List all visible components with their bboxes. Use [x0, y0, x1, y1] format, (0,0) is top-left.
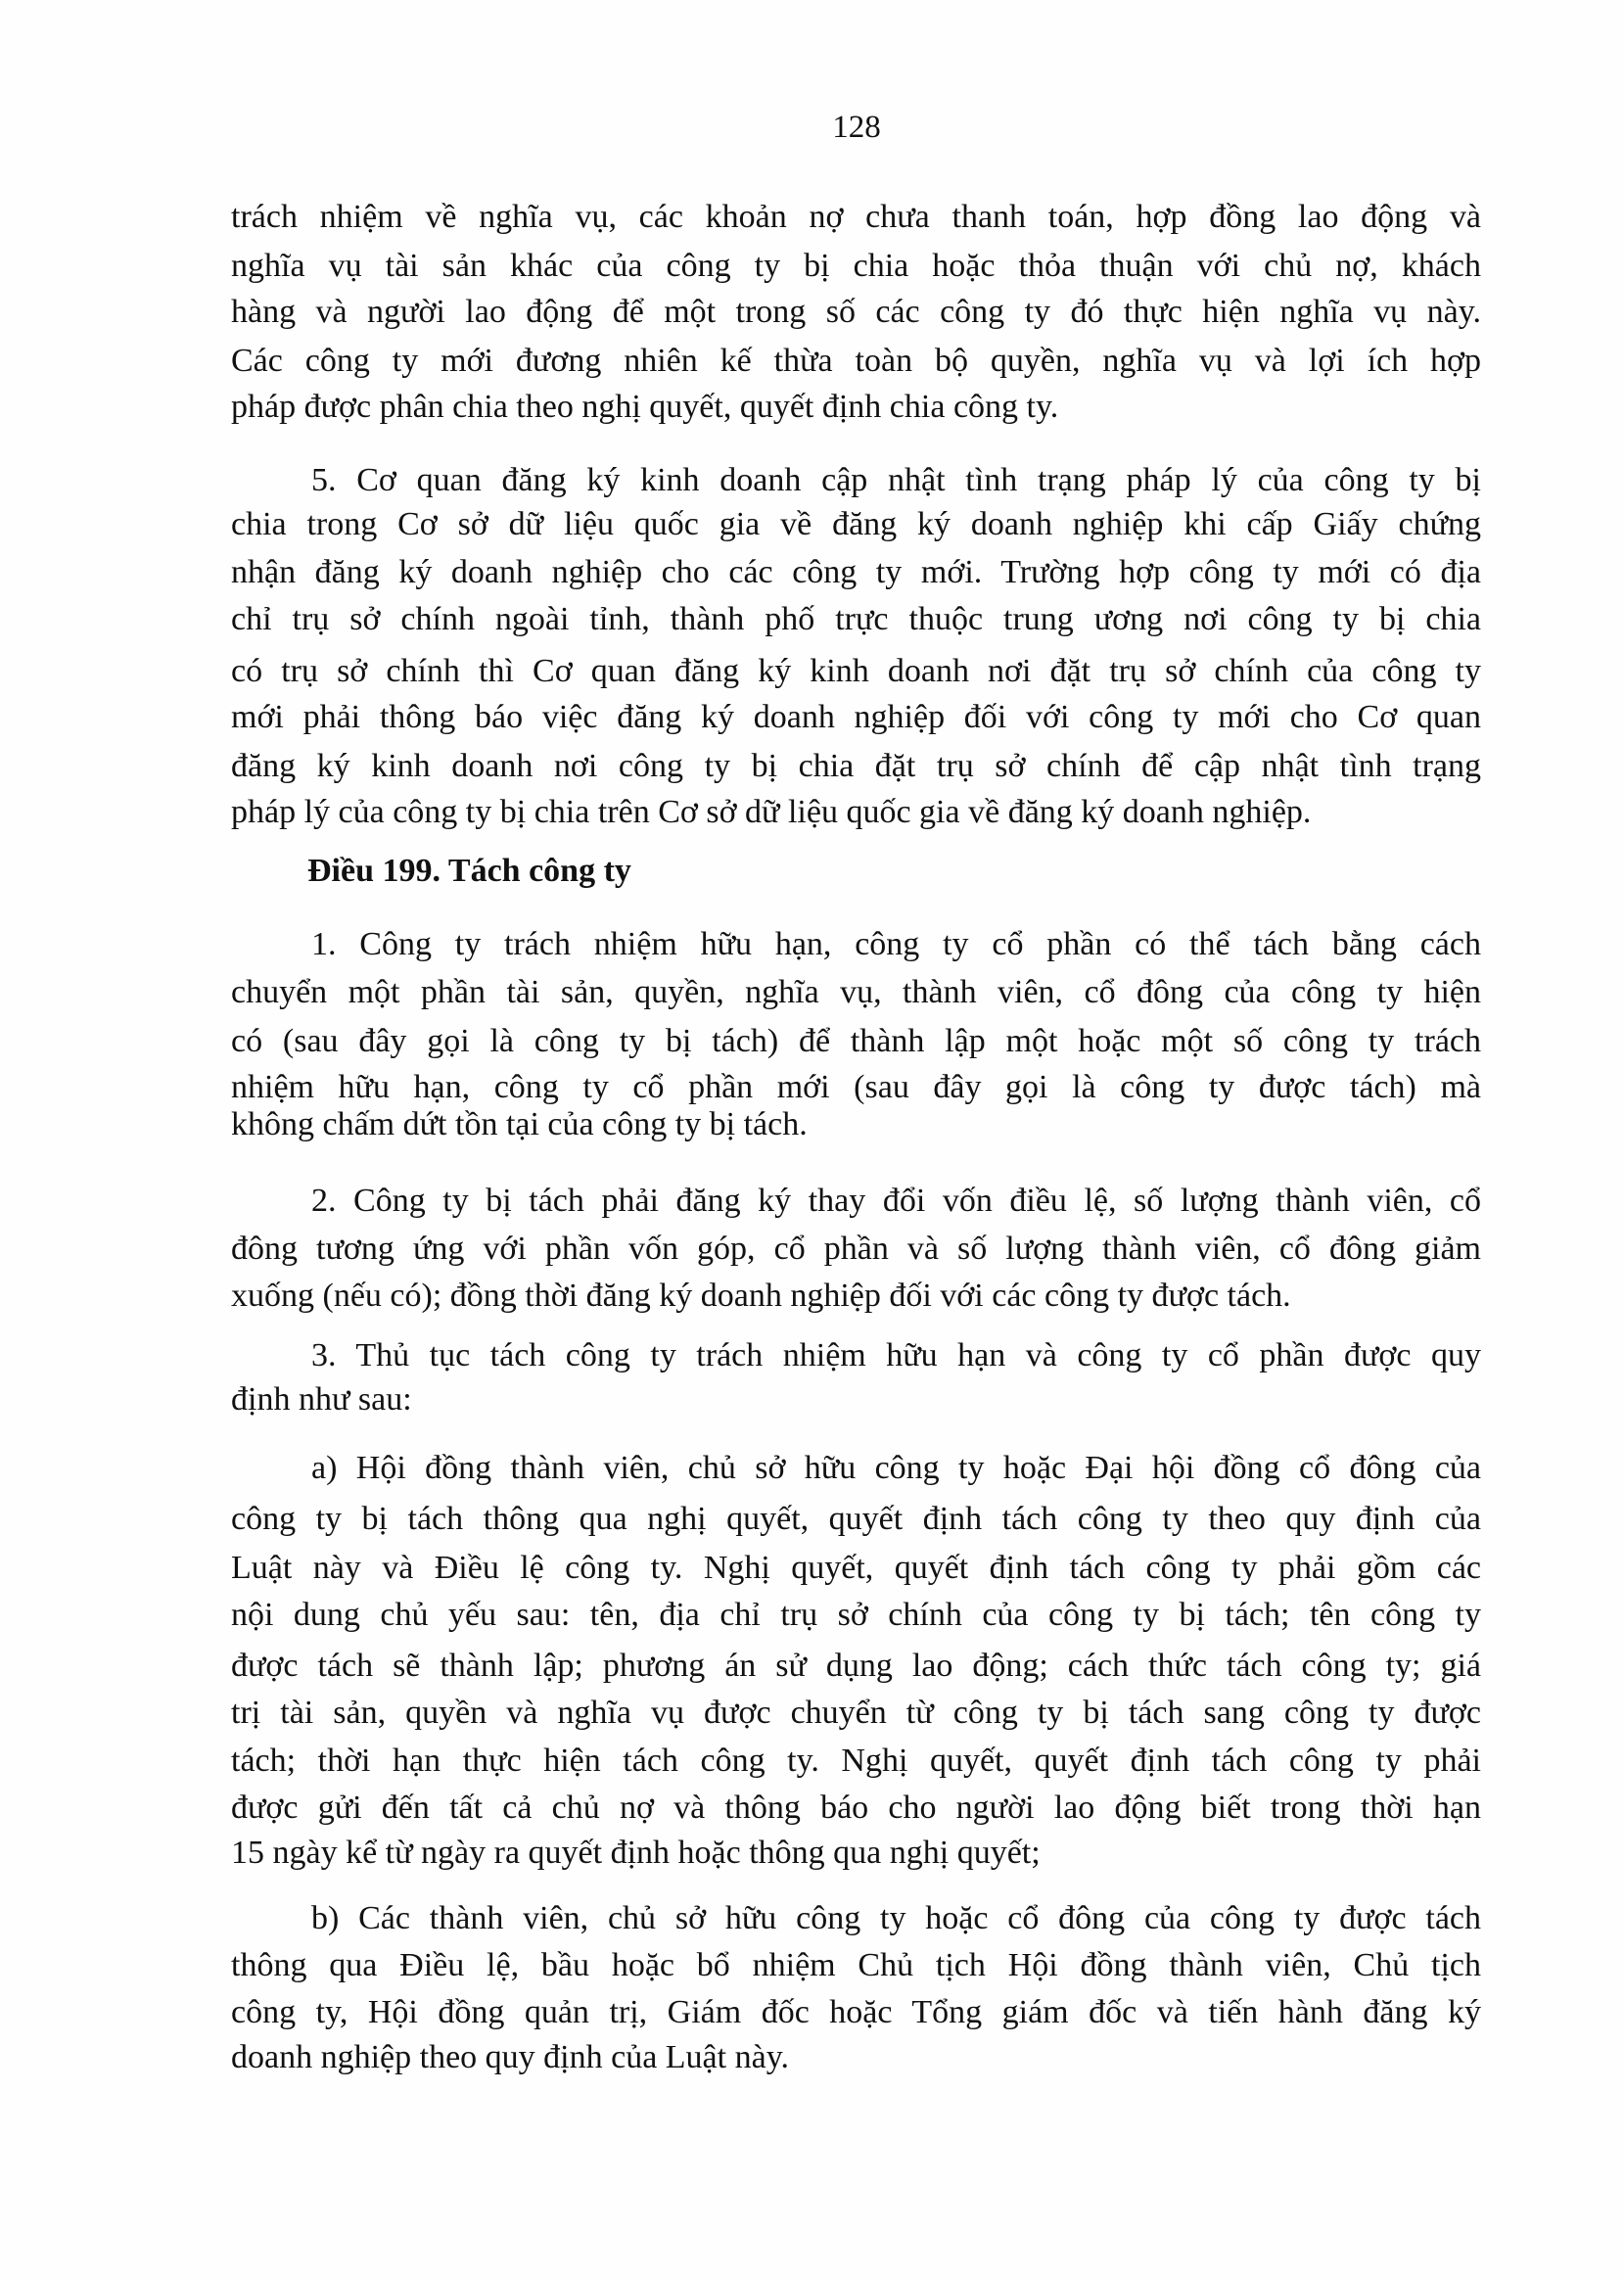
- text-line: nhận đăng ký doanh nghiệp cho các công ty mới. Trường hợp công ty mới có địa: [231, 554, 1481, 590]
- text-line: pháp được phân chia theo nghị quyết, quyết định chia công ty.: [231, 389, 1059, 425]
- text-line: Các công ty mới đương nhiên kế thừa toàn bộ quyền, nghĩa vụ và lợi ích hợp: [231, 343, 1481, 379]
- text-line: nghĩa vụ tài sản khác của công ty bị chia hoặc thỏa thuận với chủ nợ, khách: [231, 248, 1481, 284]
- text-line: thông qua Điều lệ, bầu hoặc bổ nhiệm Chủ tịch Hội đồng thành viên, Chủ tịch: [231, 1947, 1481, 1983]
- text-line: được gửi đến tất cả chủ nợ và thông báo cho người lao động biết trong thời hạn: [231, 1790, 1481, 1826]
- page-number: 128: [832, 110, 881, 145]
- text-line: pháp lý của công ty bị chia trên Cơ sở dữ liệu quốc gia về đăng ký doanh nghiệp.: [231, 794, 1312, 830]
- text-line: chuyển một phần tài sản, quyền, nghĩa vụ, thành viên, cổ đông của công ty hiện: [231, 974, 1481, 1010]
- text-line: hàng và người lao động để một trong số các công ty đó thực hiện nghĩa vụ này.: [231, 294, 1481, 330]
- text-line: được tách sẽ thành lập; phương án sử dụng lao động; cách thức tách công ty; giá: [231, 1648, 1481, 1684]
- text-line: có (sau đây gọi là công ty bị tách) để thành lập một hoặc một số công ty trách: [231, 1023, 1481, 1059]
- text-line: đông tương ứng với phần vốn góp, cổ phần và số lượng thành viên, cổ đông giảm: [231, 1231, 1481, 1267]
- text-line: a) Hội đồng thành viên, chủ sở hữu công ty hoặc Đại hội đồng cổ đông của: [311, 1450, 1481, 1486]
- text-line: công ty bị tách thông qua nghị quyết, quyết định tách công ty theo quy định của: [231, 1501, 1481, 1537]
- text-line: xuống (nếu có); đồng thời đăng ký doanh nghiệp đối với các công ty được tách.: [231, 1278, 1291, 1314]
- text-line: doanh nghiệp theo quy định của Luật này.: [231, 2039, 789, 2075]
- text-line: 5. Cơ quan đăng ký kinh doanh cập nhật tình trạng pháp lý của công ty bị: [311, 462, 1481, 498]
- text-line: trị tài sản, quyền và nghĩa vụ được chuyển từ công ty bị tách sang công ty được: [231, 1695, 1481, 1731]
- text-line: 3. Thủ tục tách công ty trách nhiệm hữu hạn và công ty cổ phần được quy: [311, 1337, 1481, 1373]
- text-line: trách nhiệm về nghĩa vụ, các khoản nợ chưa thanh toán, hợp đồng lao động và: [231, 199, 1481, 235]
- text-line: Luật này và Điều lệ công ty. Nghị quyết, quyết định tách công ty phải gồm các: [231, 1550, 1481, 1586]
- text-line: có trụ sở chính thì Cơ quan đăng ký kinh doanh nơi đặt trụ sở chính của công ty: [231, 653, 1481, 689]
- text-line: nhiệm hữu hạn, công ty cổ phần mới (sau đây gọi là công ty được tách) mà: [231, 1069, 1481, 1105]
- text-line: b) Các thành viên, chủ sở hữu công ty hoặc cổ đông của công ty được tách: [311, 1900, 1481, 1936]
- text-line: 2. Công ty bị tách phải đăng ký thay đổi vốn điều lệ, số lượng thành viên, cổ: [311, 1183, 1481, 1219]
- text-line: mới phải thông báo việc đăng ký doanh nghiệp đối với công ty mới cho Cơ quan: [231, 699, 1481, 735]
- article-heading: Điều 199. Tách công ty: [307, 853, 631, 889]
- text-line: không chấm dứt tồn tại của công ty bị tách.: [231, 1106, 808, 1142]
- text-line: tách; thời hạn thực hiện tách công ty. Nghị quyết, quyết định tách công ty phải: [231, 1743, 1481, 1779]
- text-line: chỉ trụ sở chính ngoài tỉnh, thành phố trực thuộc trung ương nơi công ty bị chia: [231, 601, 1481, 637]
- text-line: 1. Công ty trách nhiệm hữu hạn, công ty cổ phần có thể tách bằng cách: [311, 926, 1481, 962]
- text-line: chia trong Cơ sở dữ liệu quốc gia về đăng ký doanh nghiệp khi cấp Giấy chứng: [231, 506, 1481, 542]
- text-line: công ty, Hội đồng quản trị, Giám đốc hoặc Tổng giám đốc và tiến hành đăng ký: [231, 1994, 1481, 2030]
- text-line: 15 ngày kể từ ngày ra quyết định hoặc thông qua nghị quyết;: [231, 1835, 1041, 1871]
- text-line: định như sau:: [231, 1381, 412, 1418]
- text-line: nội dung chủ yếu sau: tên, địa chỉ trụ sở chính của công ty bị tách; tên công ty: [231, 1597, 1481, 1633]
- text-line: đăng ký kinh doanh nơi công ty bị chia đặt trụ sở chính để cập nhật tình trạng: [231, 748, 1481, 784]
